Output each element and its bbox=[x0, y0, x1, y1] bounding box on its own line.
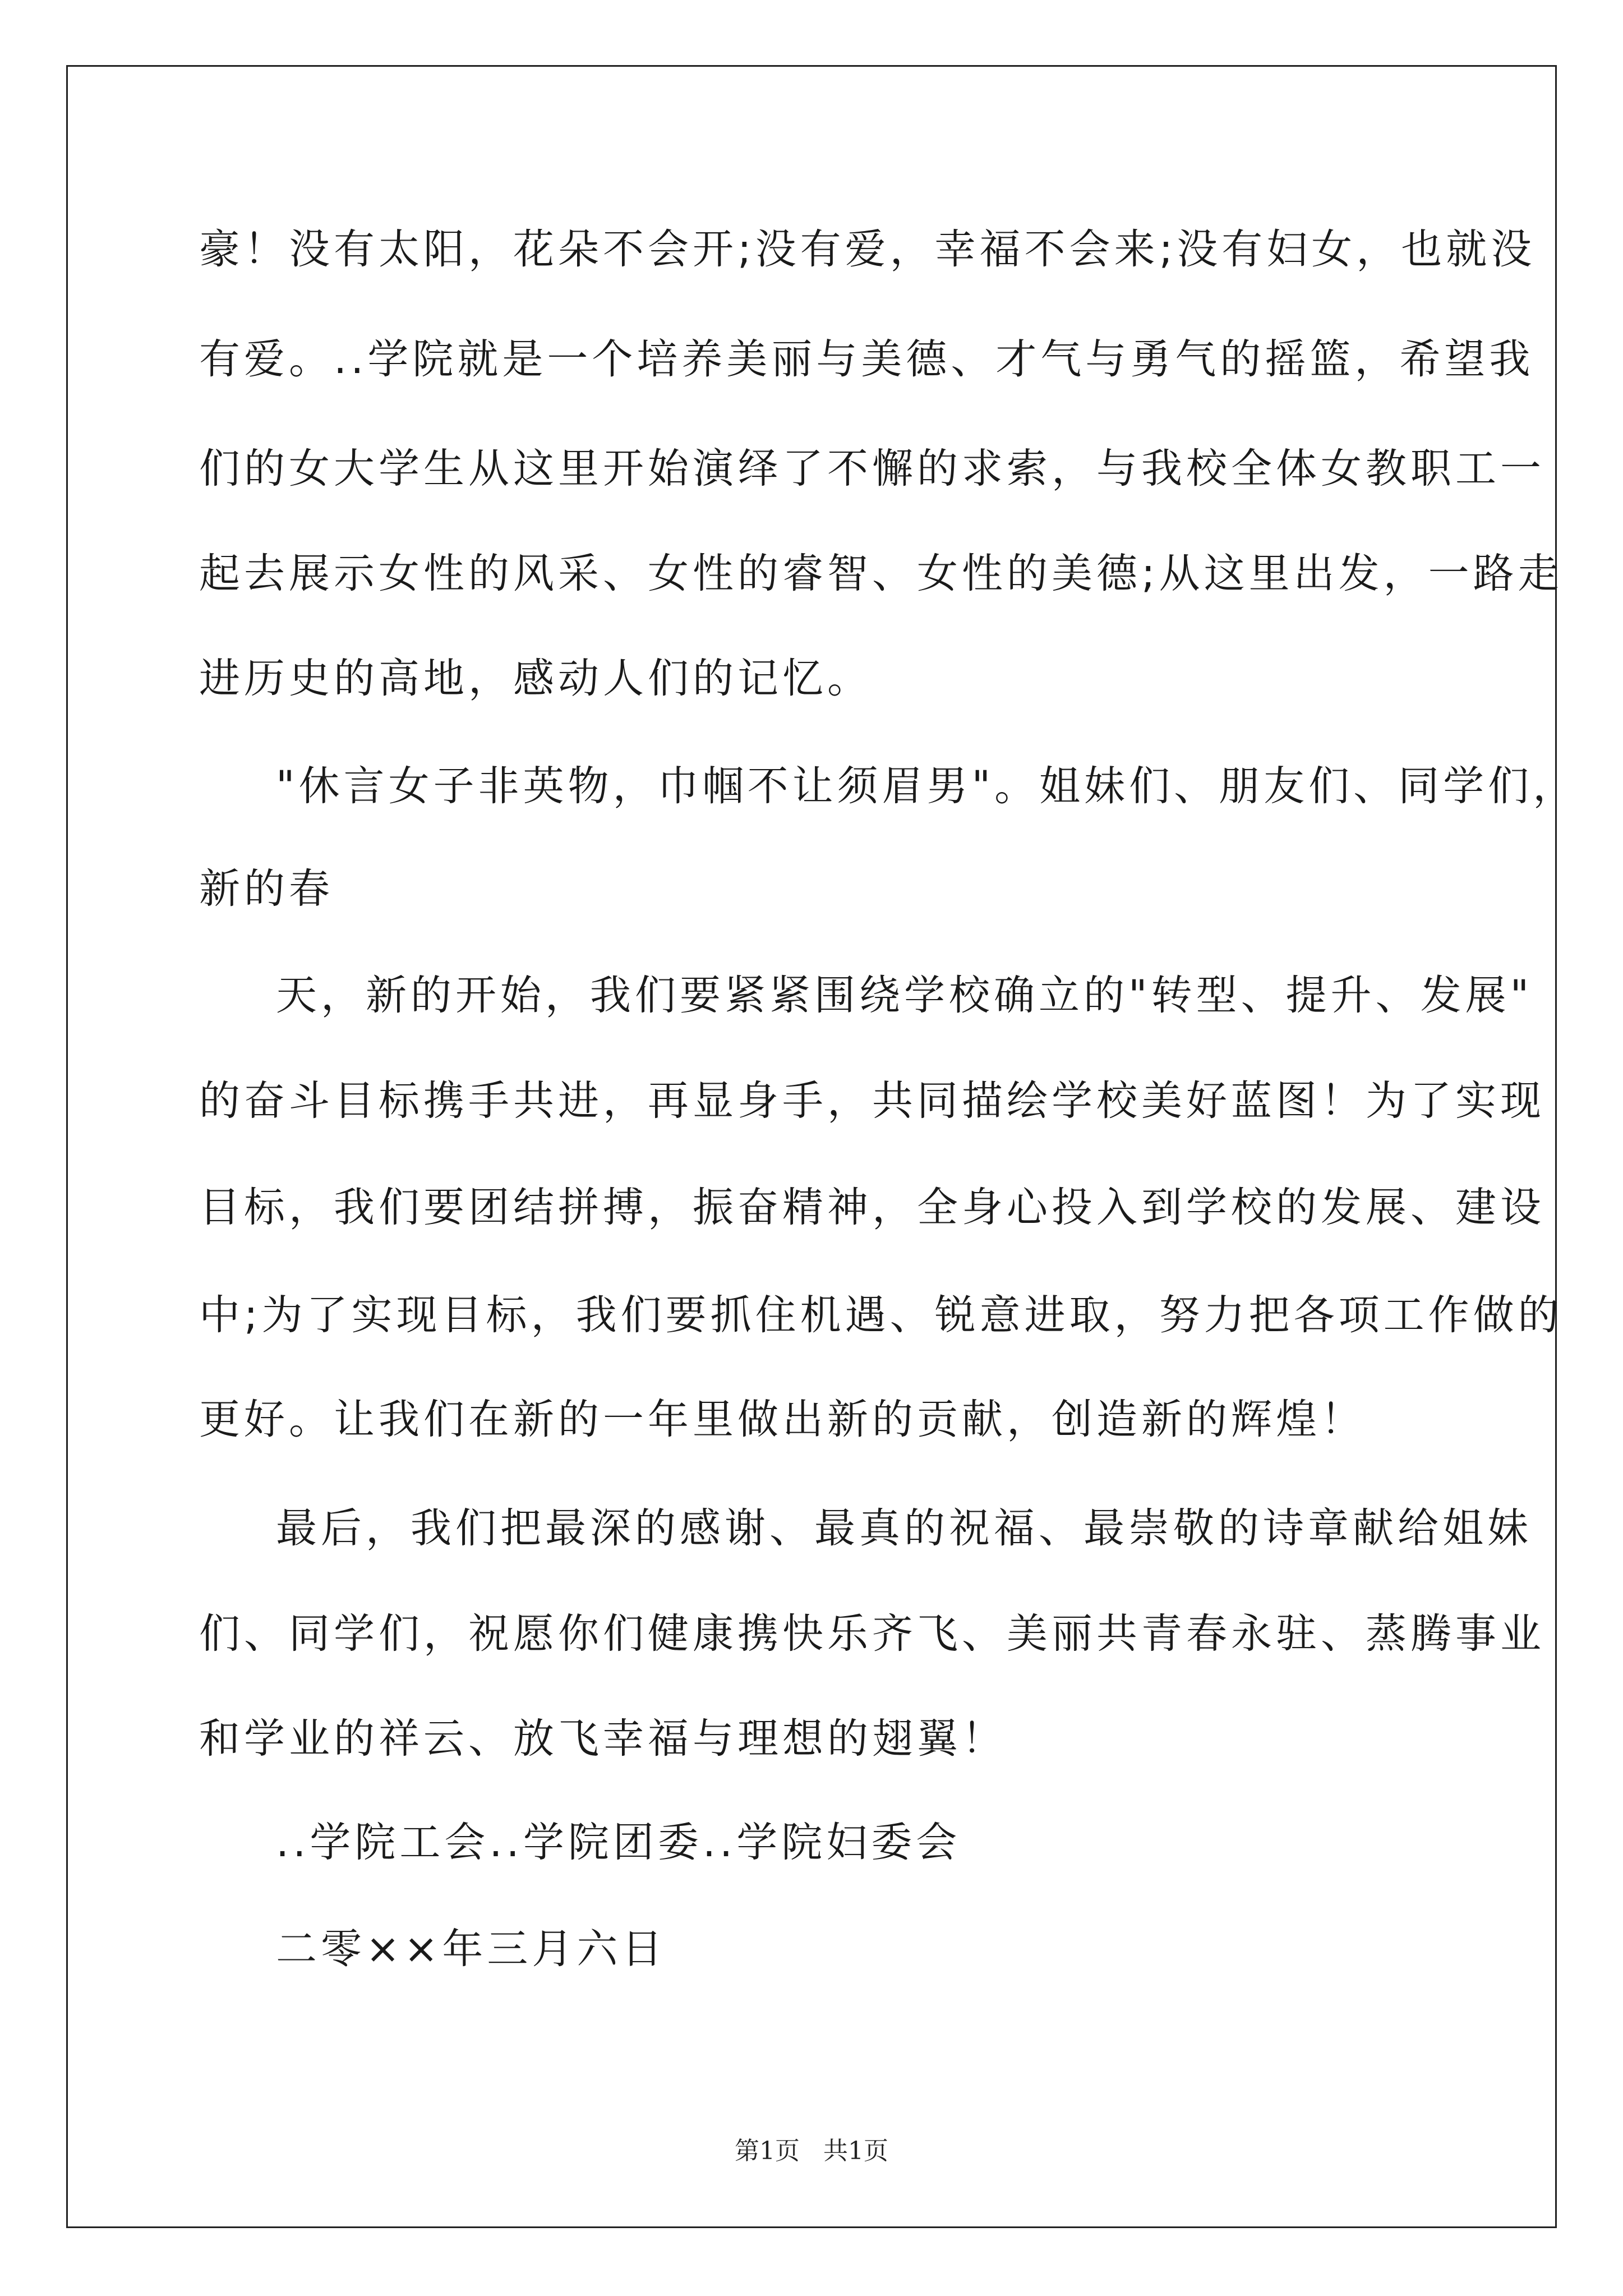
paragraph-line: 和学业的祥云、放飞幸福与理想的翅翼！ bbox=[199, 1715, 1007, 1763]
paragraph-line: 有爱。..学院就是一个培养美丽与美德、才气与勇气的摇篮，希望我 bbox=[199, 335, 1534, 383]
paragraph-line: 更好。让我们在新的一年里做出新的贡献，创造新的辉煌！ bbox=[199, 1396, 1366, 1443]
paragraph-line: 们的女大学生从这里开始演绎了不懈的求索，与我校全体女教职工一 bbox=[199, 445, 1545, 493]
signature-organizations: ..学院工会..学院团委..学院妇委会 bbox=[276, 1819, 961, 1866]
paragraph-line: 们、同学们，祝愿你们健康携快乐齐飞、美丽共青春永驻、蒸腾事业 bbox=[199, 1610, 1545, 1658]
paragraph-line: 起去展示女性的风采、女性的睿智、女性的美德;从这里出发，一路走 bbox=[199, 550, 1563, 597]
paragraph-line: "休言女子非英物，巾帼不让须眉男"。姐妹们、朋友们、同学们， bbox=[276, 762, 1578, 810]
page-number-footer: 第1页 共1页 bbox=[735, 2137, 888, 2165]
paragraph-line: 进历史的高地，感动人们的记忆。 bbox=[199, 655, 872, 702]
paragraph-line: 目标，我们要团结拼搏，振奋精神，全身心投入到学校的发展、建设 bbox=[199, 1184, 1545, 1231]
paragraph-line: 最后，我们把最深的感谢、最真的祝福、最崇敬的诗章献给姐妹 bbox=[276, 1504, 1532, 1552]
page-border bbox=[66, 65, 1557, 2228]
paragraph-line: 中;为了实现目标，我们要抓住机遇、锐意进取，努力把各项工作做的 bbox=[199, 1291, 1563, 1339]
signature-date: 二零××年三月六日 bbox=[276, 1925, 667, 1973]
paragraph-line: 新的春 bbox=[199, 865, 334, 913]
paragraph-line: 的奋斗目标携手共进，再显身手，共同描绘学校美好蓝图！为了实现 bbox=[199, 1077, 1545, 1125]
paragraph-line: 豪！没有太阳，花朵不会开;没有爱，幸福不会来;没有妇女，也就没 bbox=[199, 226, 1536, 273]
paragraph-line: 天，新的开始，我们要紧紧围绕学校确立的"转型、提升、发展" bbox=[276, 972, 1533, 1019]
